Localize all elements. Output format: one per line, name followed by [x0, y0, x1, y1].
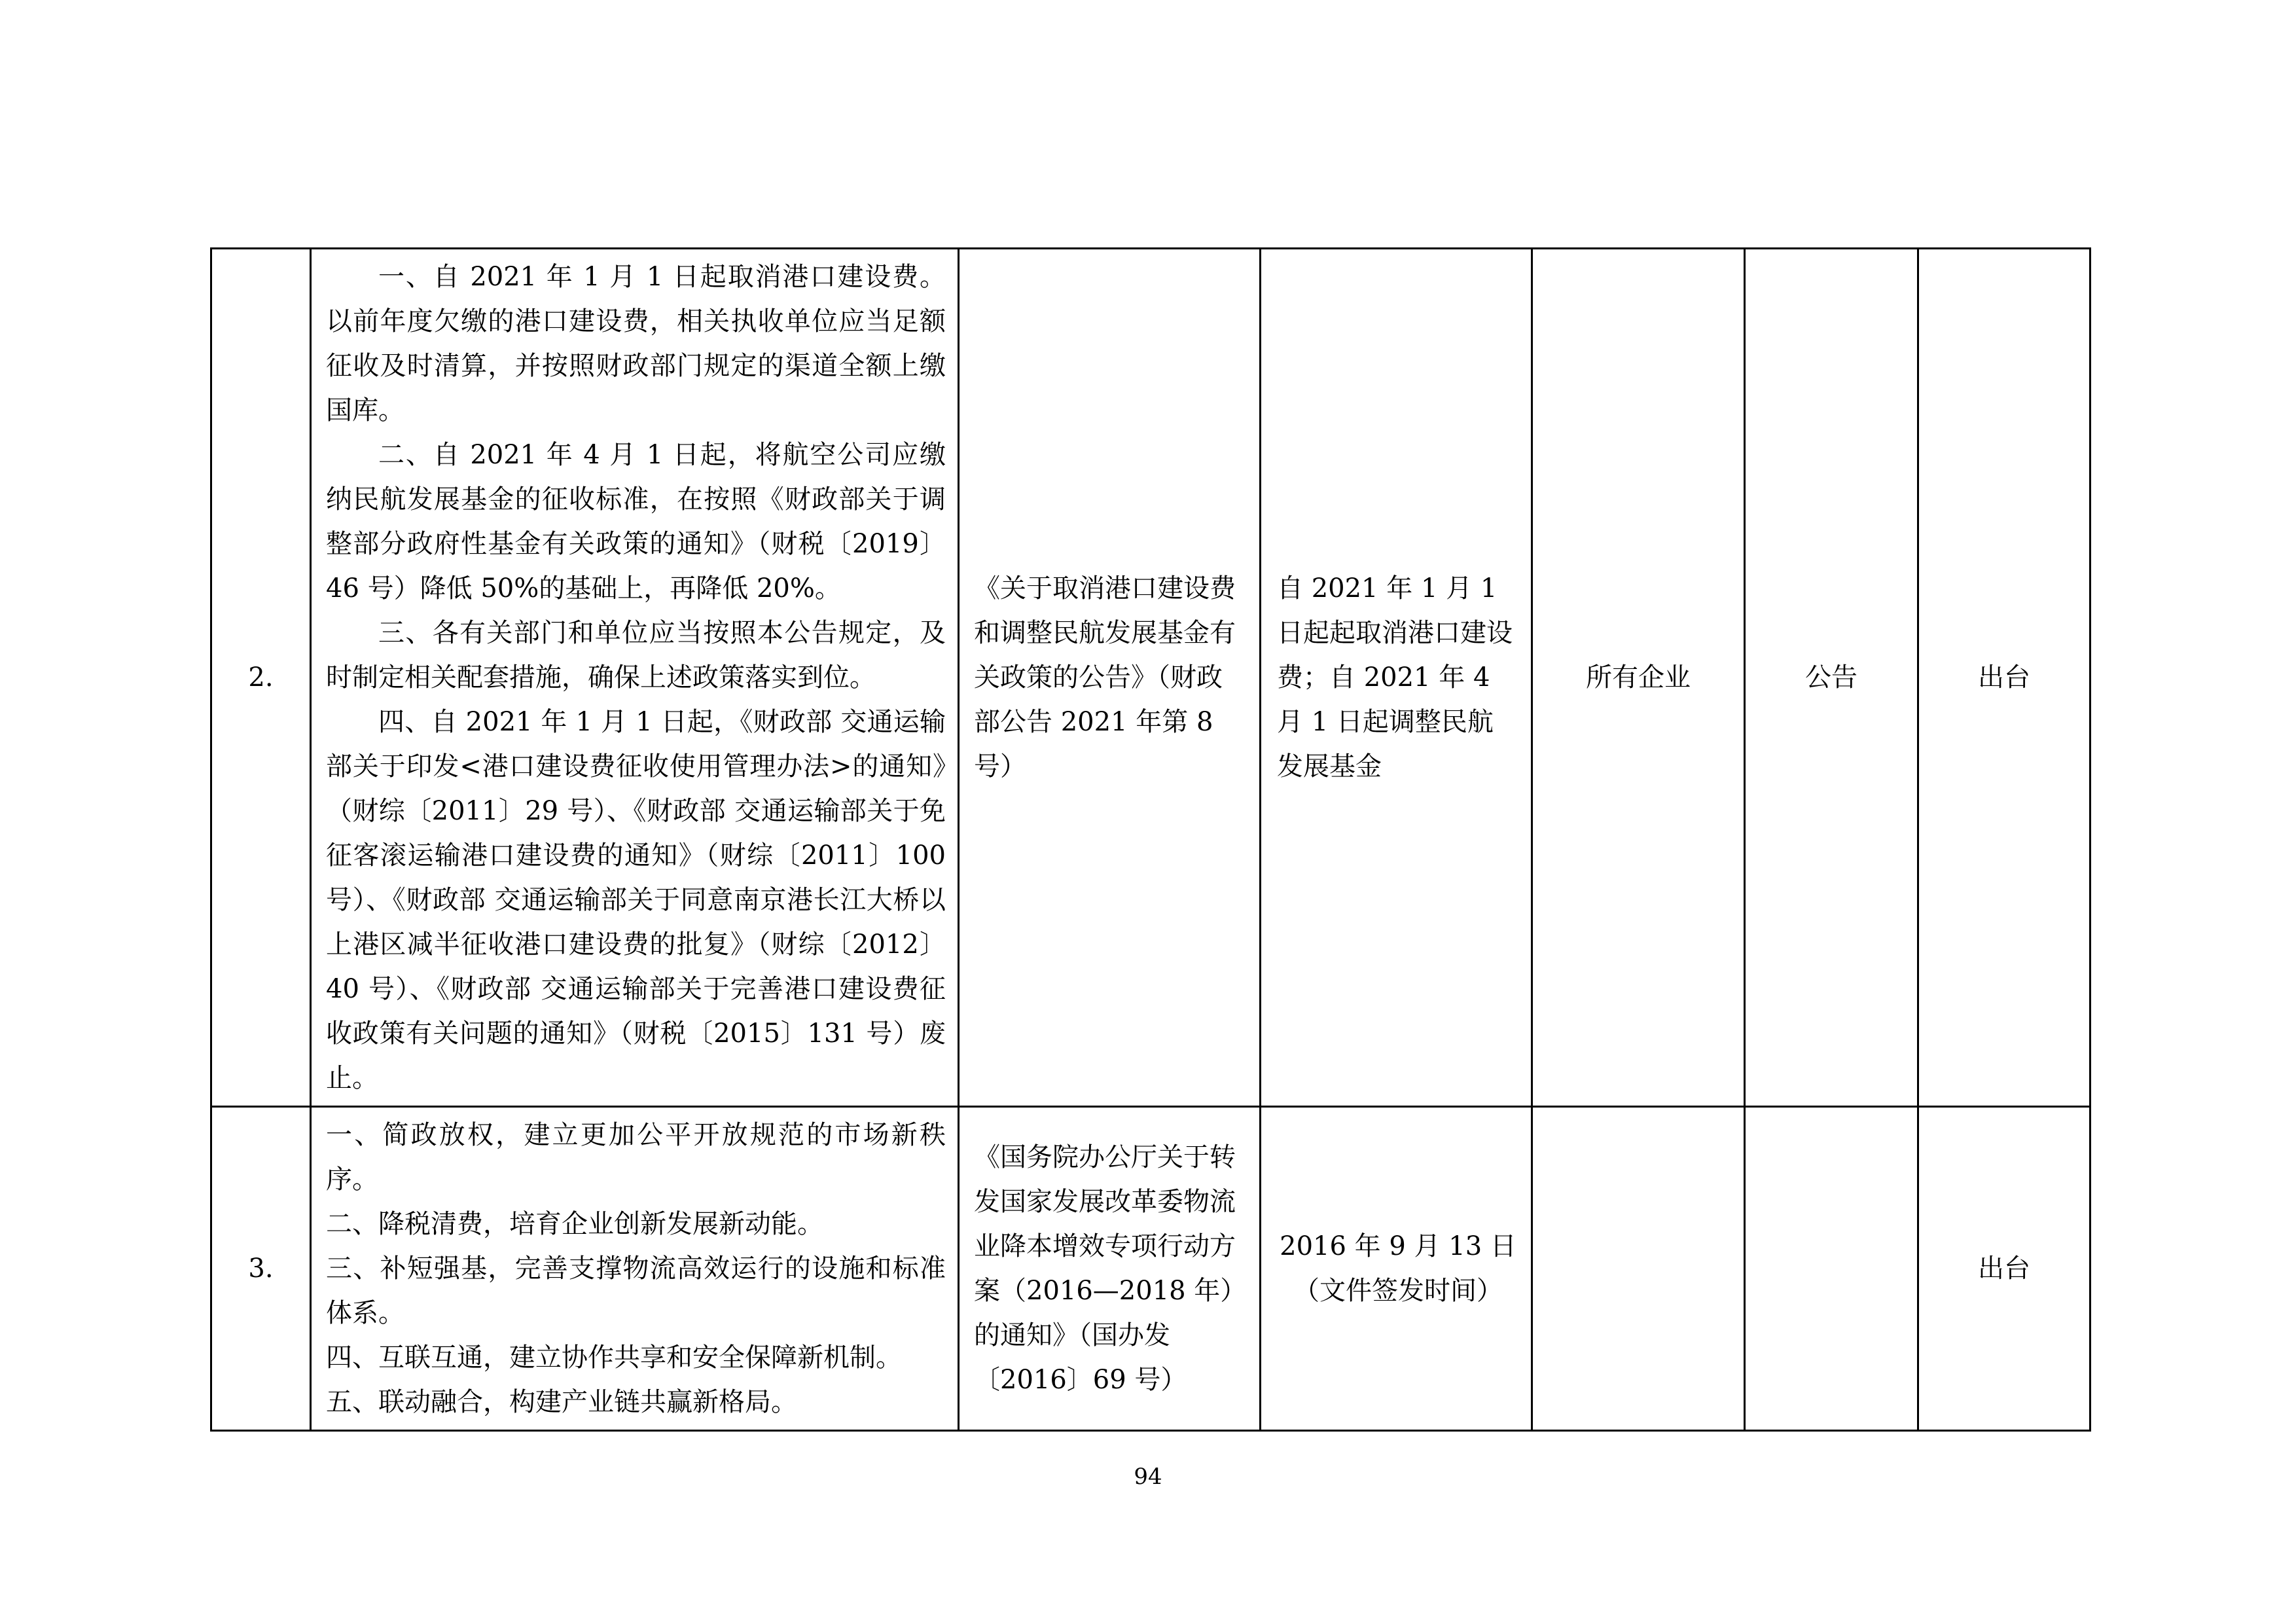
policy-document: 《国务院办公厅关于转发国家发展改革委物流业降本增效专项行动方案（2016—2018 年）的通知》（国办发〔2016〕69 号） — [959, 1107, 1261, 1431]
policy-status: 出台 — [1918, 1107, 2090, 1431]
policy-status: 出台 — [1918, 249, 2090, 1107]
table-row — [211, 249, 2090, 1107]
document-type — [1745, 1107, 1918, 1431]
applicable-scope — [1532, 1107, 1745, 1431]
content-paragraph: 一、自 2021 年 1 月 1 日起取消港口建设费。以前年度欠缴的港口建设费，相关执收单位应当足额征收及时清算，并按照财政部门规定的渠道全额上缴国库。 — [326, 262, 946, 425]
effective-date: 自 2021 年 1 月 1 日起起取消港口建设费；自 2021 年 4 月 1 日起调整民航发展基金 — [1261, 249, 1532, 1107]
content-paragraph: 五、联动融合，构建产业链共赢新格局。 — [326, 1387, 797, 1417]
row-number: 2. — [211, 249, 311, 1107]
content-paragraph: 四、自 2021 年 1 月 1 日起，《财政部 交通运输部关于印发<港口建设费征收使用管理办法>的通知》（财综〔2011〕29 号）、《财政部 交通运输部关于免征客滚运输港口建设费的通知》（财综〔2011〕100 号）、《财政部 交通运输部关于同意南京港长江大桥以上港区减半征收港口建设费的批复》（财综〔2012〕40 号）、《财政部 交通运输部关于完善港口建设费征收政策有关问题的通知》（财税〔2015〕131 号）废止。 — [326, 707, 946, 1093]
content-paragraph: 三、补短强基，完善支撑物流高效运行的设施和标准体系。 — [326, 1254, 946, 1328]
policy-document: 《关于取消港口建设费和调整民航发展基金有关政策的公告》（财政部公告 2021 年第 8 号） — [959, 249, 1261, 1107]
policy-content — [311, 1107, 959, 1431]
page-number: 94 — [1134, 1464, 1162, 1490]
content-paragraph: 二、自 2021 年 4 月 1 日起，将航空公司应缴纳民航发展基金的征收标准，在按照《财政部关于调整部分政府性基金有关政策的通知》（财税〔2019〕46 号）降低 50%的基础上，再降低 20%。 — [326, 440, 946, 604]
content-paragraph: 二、降税清费，培育企业创新发展新动能。 — [326, 1209, 823, 1239]
content-paragraph: 一、简政放权，建立更加公平开放规范的市场新秩序。 — [326, 1120, 946, 1195]
content-paragraph: 四、互联互通，建立协作共享和安全保障新机制。 — [326, 1343, 902, 1373]
row-number: 3. — [211, 1107, 311, 1431]
document-type: 公告 — [1745, 249, 1918, 1107]
table-row — [211, 1107, 2090, 1431]
policy-table — [210, 247, 2091, 1432]
content-paragraph: 三、各有关部门和单位应当按照本公告规定，及时制定相关配套措施，确保上述政策落实到位。 — [326, 618, 946, 693]
applicable-scope: 所有企业 — [1532, 249, 1745, 1107]
effective-date: 2016 年 9 月 13 日（文件签发时间） — [1261, 1107, 1532, 1431]
policy-content — [311, 249, 959, 1107]
